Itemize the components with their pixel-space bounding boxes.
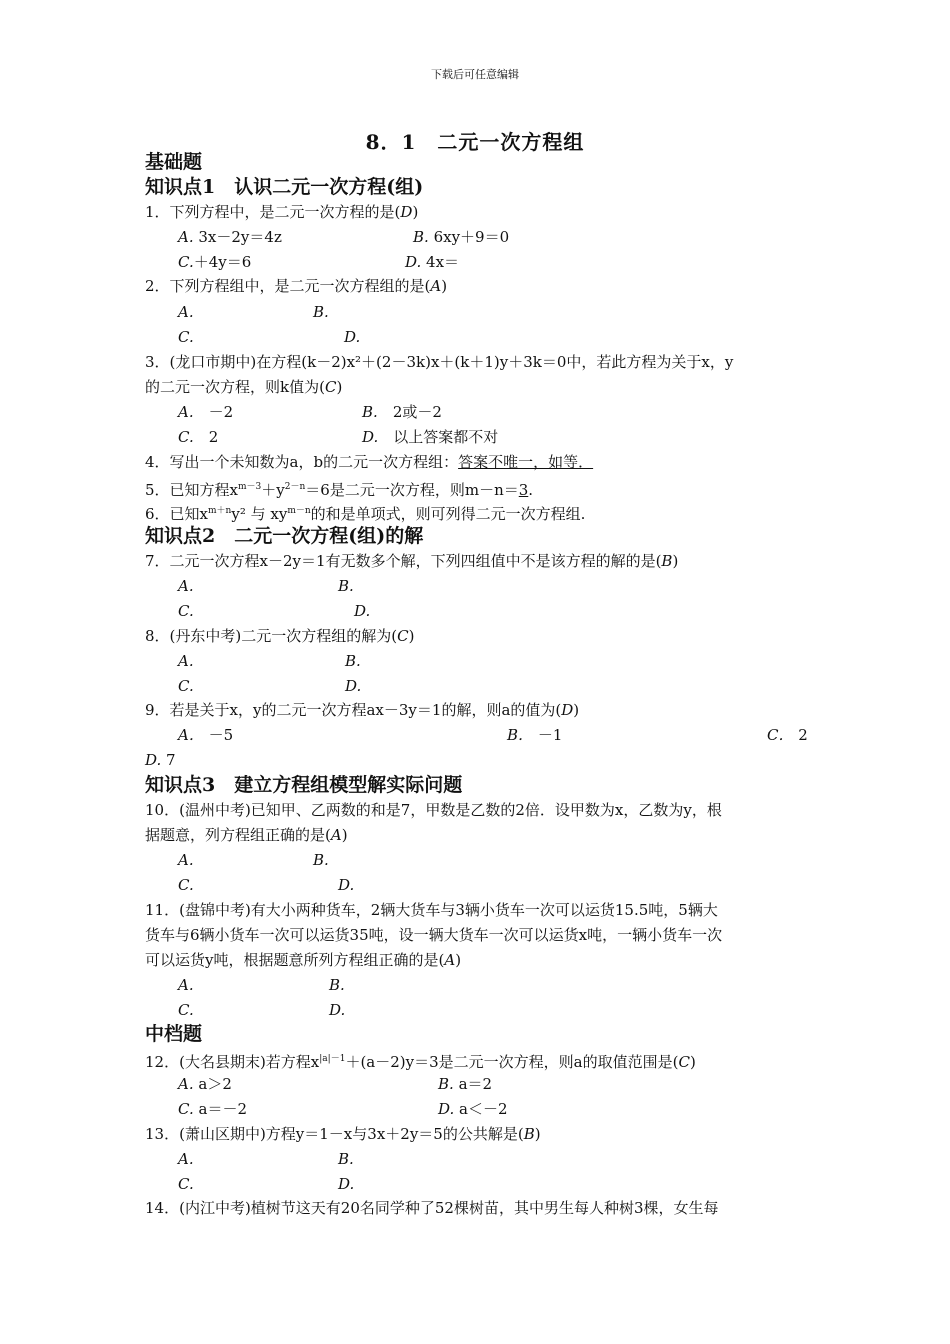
page-title: 8．1 二元一次方程组 — [365, 130, 585, 154]
q11-option-b: B. — [329, 976, 345, 994]
question-3-line-2: 的二元一次方程，则k值为(C) — [145, 378, 343, 396]
q2-option-d: D. — [344, 328, 361, 346]
question-11-line-2: 货车与6辆小货车一次可以运货35吨，设一辆大货车一次可以运货x吨，一辆小货车一次 — [145, 926, 723, 944]
answer: C — [678, 1053, 690, 1071]
q8-option-d: D. — [345, 677, 362, 695]
question-10-line-2: 据题意，列方程组正确的是(A) — [145, 826, 348, 844]
answer: D — [561, 701, 574, 719]
q7-option-a: A. — [178, 577, 194, 595]
answer: A — [444, 951, 456, 969]
q3-option-b: B. 2或－2 — [362, 403, 442, 421]
q3-option-c: C. 2 — [178, 428, 219, 446]
q10-option-b: B. — [313, 851, 329, 869]
q8-option-a: A. — [178, 652, 194, 670]
q11-option-a: A. — [178, 976, 194, 994]
q13-option-c: C. — [178, 1175, 194, 1193]
q10-option-a: A. — [178, 851, 194, 869]
q2-option-a: A. — [178, 303, 194, 321]
question-9: 9．若是关于x，y的二元一次方程ax－3y＝1的解，则a的值为(D) — [145, 701, 580, 719]
question-11-line-1: 11．(盘锦中考)有大小两种货车，2辆大货车与3辆小货车一次可以运货15.5吨，5辆大 — [145, 901, 718, 919]
q8-option-b: B. — [345, 652, 361, 670]
answer: C — [397, 627, 409, 645]
q3-option-d: D. 以上答案都不对 — [362, 428, 499, 446]
question-13: 13．(萧山区期中)方程y＝1－x与3x＋2y＝5的公共解是(B) — [145, 1125, 541, 1143]
section-basic: 基础题 — [145, 151, 203, 173]
q1-option-a: A. 3x－2y＝4z — [178, 228, 282, 246]
question-8: 8．(丹东中考)二元一次方程组的解为(C) — [145, 627, 415, 645]
q12-option-c: C. a＝－2 — [178, 1100, 247, 1118]
question-14-line-1: 14．(内江中考)植树节这天有20名同学种了52棵树苗，其中男生每人种树3棵，女生每 — [145, 1199, 719, 1217]
question-6: 6．已知$x^{m+n}y^2$ 与 $xy^{m-n}$的和是单项式，则可列得二元一次方程组. — [145, 505, 586, 523]
section-mid: 中档题 — [145, 1023, 203, 1045]
answer: 答案不唯一，如等． — [458, 453, 594, 471]
question-1: 1．下列方程中，是二元一次方程的是(D) — [145, 203, 419, 221]
q9-option-a: A． －5 — [178, 726, 234, 744]
section-knowledge-3: 知识点3 建立方程组模型解实际问题 — [145, 774, 463, 796]
q10-option-d: D. — [338, 876, 355, 894]
q7-option-c: C. — [178, 602, 194, 620]
q12-option-b: B. a＝2 — [438, 1075, 493, 1093]
answer: B — [523, 1125, 535, 1143]
question-2: 2．下列方程组中，是二元一次方程组的是(A) — [145, 277, 448, 295]
q1-option-c: C.＋4y＝6 — [178, 253, 252, 271]
q11-option-d: D. — [329, 1001, 346, 1019]
question-4: 4．写出一个未知数为a，b的二元一次方程组：答案不唯一，如等． — [145, 453, 594, 471]
answer: D — [400, 203, 413, 221]
q1-option-d: D. 4x＝ — [405, 253, 460, 271]
q7-option-b: B. — [338, 577, 354, 595]
section-knowledge-1: 知识点1 认识二元一次方程(组) — [145, 176, 424, 198]
q10-option-c: C. — [178, 876, 194, 894]
q3-option-a: A. －2 — [178, 403, 234, 421]
answer: A — [330, 826, 342, 844]
q13-option-d: D. — [338, 1175, 355, 1193]
answer: B — [661, 552, 673, 570]
q12-option-d: D. a＜－2 — [438, 1100, 508, 1118]
q9-option-b: B． －1 — [507, 726, 563, 744]
q12-option-a: A. a＞2 — [178, 1075, 232, 1093]
question-10-line-1: 10．(温州中考)已知甲、乙两数的和是7，甲数是乙数的2倍．设甲数为x，乙数为y，根 — [145, 801, 722, 819]
q7-option-d: D. — [354, 602, 371, 620]
q8-option-c: C. — [178, 677, 194, 695]
answer: C — [324, 378, 337, 396]
page-header: 下载后可任意编辑 — [431, 68, 519, 81]
q13-option-a: A. — [178, 1150, 194, 1168]
question-7: 7．二元一次方程x－2y＝1有无数多个解，下列四组值中不是该方程的解的是(B) — [145, 552, 679, 570]
section-knowledge-2: 知识点2 二元一次方程(组)的解 — [145, 525, 424, 547]
q2-option-c: C. — [178, 328, 194, 346]
q1-option-b: B. 6xy＋9＝0 — [413, 228, 510, 246]
q9-option-d: D. 7 — [145, 751, 176, 769]
question-12: 12．(大名县期末)若方程$x^{|a|-1}+(a-2)y=3$是二元一次方程，则a的取值范围是(C) — [145, 1053, 696, 1071]
question-11-line-3: 可以运货y吨，根据题意所列方程组正确的是(A) — [145, 951, 462, 969]
question-3-line-1: 3．(龙口市期中)在方程(k－2)x²＋(2－3k)x＋(k＋1)y＋3k＝0中，若此方程为关于x，y — [145, 353, 734, 371]
q11-option-c: C. — [178, 1001, 194, 1019]
answer: A — [430, 277, 442, 295]
q13-option-b: B. — [338, 1150, 354, 1168]
q2-option-b: B. — [313, 303, 329, 321]
question-5: 5．已知方程$x^{m-3}+y^{2-n}=6$是二元一次方程，则m－n＝3. — [145, 481, 534, 499]
q9-option-c: C． 2 — [767, 726, 808, 744]
answer: 3 — [518, 481, 529, 499]
